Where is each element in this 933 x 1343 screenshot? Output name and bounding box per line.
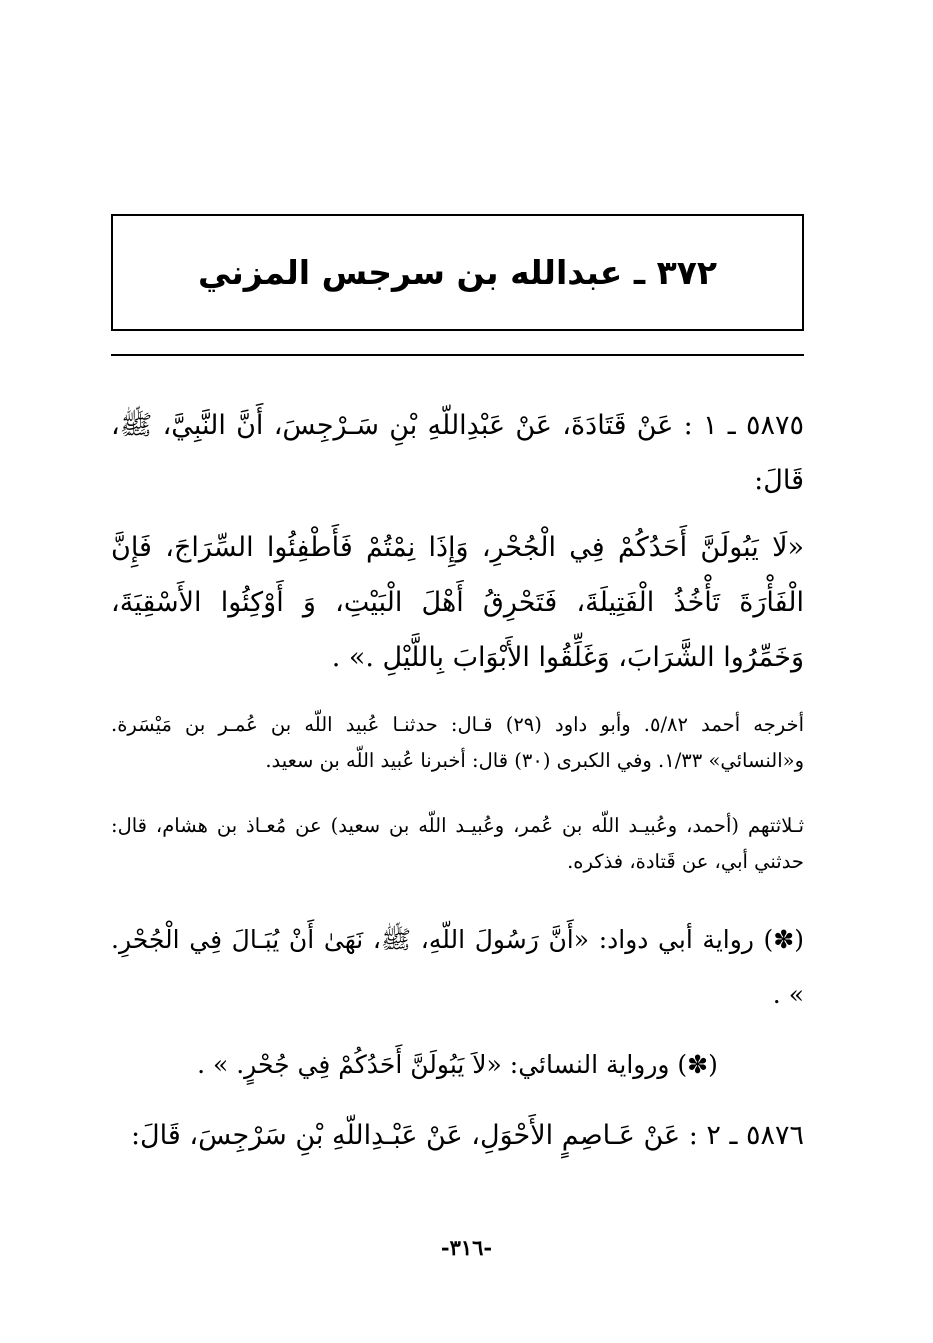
hadith-5875-matn: «لَا يَبُولَنَّ أَحَدُكُمْ فِي الْجُحْرِ، وَإِذَا نِمْتُمْ فَأَطْفِئُوا السِّرَاجَ، فَإِنَّ الْفَأْرَةَ تَأْخُذُ الْفَتِيلَةَ، فَتَحْرِقُ أَهْلَ الْبَيْتِ، وَ أَوْكِئُوا الأَسْقِيَةَ، وَخَمِّرُوا الشَّرَابَ، وَغَلِّقُوا الأَبْوَابَ بِاللَّيْلِ .» .: [111, 532, 804, 673]
note-nasai: (✽) ورواية النسائي: «لاَ يَبُولَنَّ أَحَدُكُمْ فِي جُحْرٍ. » .: [197, 1050, 718, 1079]
note-abu-dawud: (✽) رواية أبي دواد: «أَنَّ رَسُولَ اللّهِ، ﷺ، نَهَىٰ أَنْ يُبَـالَ فِي الْجُحْرِ. » .: [111, 925, 804, 1009]
takhrij-paragraph-1: أخرجه أحمد ٥/٨٢. وأبو داود (٢٩) قـال: حدثنـا عُبيد اللّه بن عُمـر بن مَيْسَرة. و«النسائي» ١/٣٣. وفي الكبرى (٣٠) قال: أخبرنا عُبيد اللّه بن سعيد.: [111, 713, 804, 772]
chapter-title: ٣٧٢ ـ عبدالله بن سرجس المزني: [197, 253, 718, 292]
hadith-5876-intro: ٥٨٧٦ ـ ٢ : عَنْ عَـاصِمٍ الأَحْوَلِ، عَنْ عَبْـدِاللّهِ بْنِ سَرْجِسَ، قَالَ:: [130, 1120, 804, 1151]
title-divider: [111, 354, 804, 356]
takhrij-paragraph-2: ثـلاثتهم (أحمد، وعُبيـد اللّه بن عُمر، وعُبيـد اللّه بن سعيد) عن مُعـاذ بن هشام، قال: حدثني أبي، عن قَتادة، فذكره.: [111, 814, 804, 873]
page-number: -٣١٦-: [440, 1235, 493, 1260]
hadith-5875-intro: ٥٨٧٥ ـ ١ : عَنْ قَتَادَةَ، عَنْ عَبْدِاللّهِ بْنِ سَـرْجِسَ، أَنَّ النَّبِيَّ، ﷺ، قَالَ:: [111, 410, 804, 496]
chapter-title-box: [111, 214, 804, 331]
